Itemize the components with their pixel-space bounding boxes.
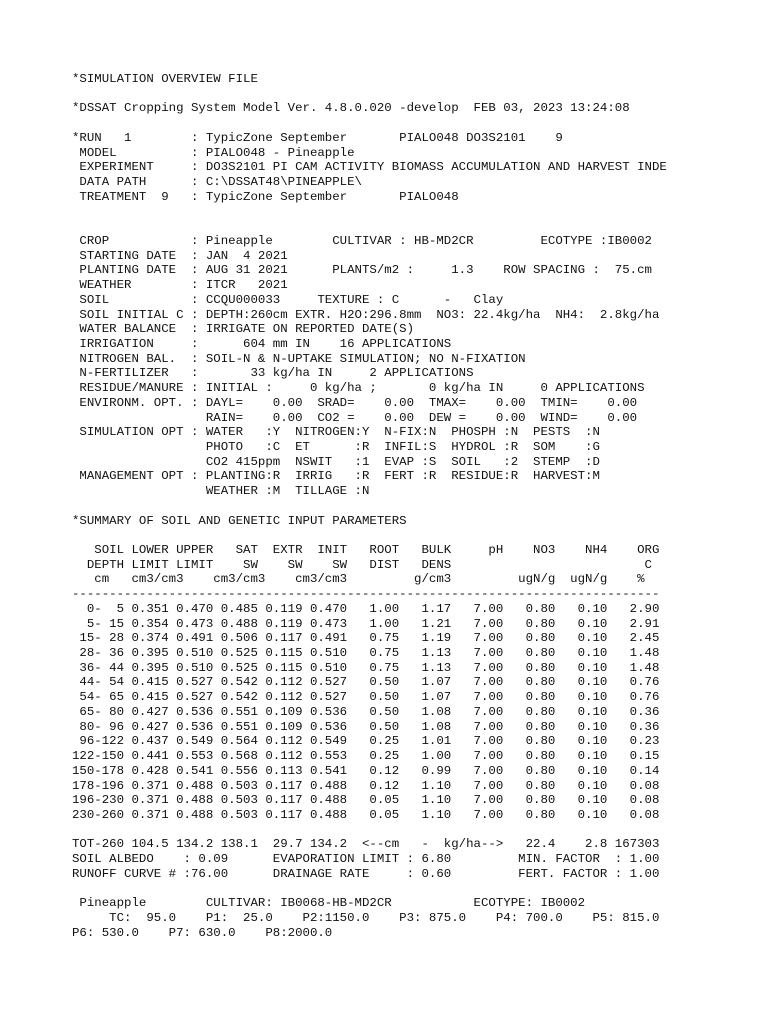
text-line: IRRIGATION : 604 mm IN 16 APPLICATIONS bbox=[72, 336, 452, 351]
text-line: 54- 65 0.415 0.527 0.542 0.112 0.527 0.50 1.07 7.00 0.80 0.10 0.76 bbox=[72, 690, 660, 705]
text-line bbox=[72, 116, 762, 131]
text-line: TC: 95.0 P1: 25.0 P2:1150.0 P3: 875.0 P4: 700.0 P5: 815.0 bbox=[72, 910, 660, 925]
text-line: RESIDUE/MANURE : INITIAL : 0 kg/ha ; 0 kg/ha IN 0 APPLICATIONS bbox=[72, 381, 645, 396]
text-line: SOIL : CCQU000033 TEXTURE : C - Clay bbox=[72, 292, 504, 307]
text-line bbox=[72, 499, 762, 514]
text-line: STARTING DATE : JAN 4 2021 bbox=[72, 248, 288, 263]
text-line: TOT-260 104.5 134.2 138.1 29.7 134.2 <--cm - kg/ha--> 22.4 2.8 167303 bbox=[72, 837, 660, 852]
text-line: 36- 44 0.395 0.510 0.525 0.115 0.510 0.75 1.13 7.00 0.80 0.10 1.48 bbox=[72, 660, 660, 675]
text-line: DATA PATH : C:\DSSAT48\PINEAPPLE\ bbox=[72, 175, 362, 190]
text-line bbox=[72, 87, 762, 102]
text-line: WATER BALANCE : IRRIGATE ON REPORTED DATE(S) bbox=[72, 322, 415, 337]
text-line: MODEL : PIALO048 - Pineapple bbox=[72, 145, 355, 160]
text-line: cm cm3/cm3 cm3/cm3 cm3/cm3 g/cm3 ugN/g ugN/g % bbox=[72, 572, 645, 587]
text-line: P6: 530.0 P7: 630.0 P8:2000.0 bbox=[72, 925, 333, 940]
text-line: 150-178 0.428 0.541 0.556 0.113 0.541 0.12 0.99 7.00 0.80 0.10 0.14 bbox=[72, 763, 660, 778]
text-line: 0- 5 0.351 0.470 0.485 0.119 0.470 1.00 1.17 7.00 0.80 0.10 2.90 bbox=[72, 601, 660, 616]
text-line: *RUN 1 : TypicZone September PIALO048 DO3S2101 9 bbox=[72, 130, 563, 145]
text-line: EXPERIMENT : DO3S2101 PI CAM ACTIVITY BIOMASS ACCUMULATION AND HARVEST INDE bbox=[72, 160, 667, 175]
text-line bbox=[72, 528, 762, 543]
text-line: CROP : Pineapple CULTIVAR : HB-MD2CR ECOTYPE :IB0002 bbox=[72, 233, 652, 248]
text-line: 65- 80 0.427 0.536 0.551 0.109 0.536 0.50 1.08 7.00 0.80 0.10 0.36 bbox=[72, 704, 660, 719]
text-line: SOIL ALBEDO : 0.09 EVAPORATION LIMIT : 6.80 MIN. FACTOR : 1.00 bbox=[72, 852, 660, 867]
text-line: DEPTH LIMIT LIMIT SW SW SW DIST DENS C bbox=[72, 557, 652, 572]
text-line: MANAGEMENT OPT : PLANTING:R IRRIG :R FERT :R RESIDUE:R HARVEST:M bbox=[72, 469, 600, 484]
text-line: RUNOFF CURVE # :76.00 DRAINAGE RATE : 0.60 FERT. FACTOR : 1.00 bbox=[72, 866, 660, 881]
text-line: *SIMULATION OVERVIEW FILE bbox=[72, 72, 258, 86]
text-line: CO2 415ppm NSWIT :1 EVAP :S SOIL :2 STEMP :D bbox=[72, 454, 600, 469]
text-line bbox=[72, 219, 762, 234]
text-line: TREATMENT 9 : TypicZone September PIALO048 bbox=[72, 189, 459, 204]
text-line: 44- 54 0.415 0.527 0.542 0.112 0.527 0.50 1.07 7.00 0.80 0.10 0.76 bbox=[72, 675, 660, 690]
text-line: SIMULATION OPT : WATER :Y NITROGEN:Y N-FIX:N PHOSPH :N PESTS :N bbox=[72, 425, 600, 440]
text-line: 80- 96 0.427 0.536 0.551 0.109 0.536 0.50 1.08 7.00 0.80 0.10 0.36 bbox=[72, 719, 660, 734]
text-line: Pineapple CULTIVAR: IB0068-HB-MD2CR ECOTYPE: IB0002 bbox=[72, 896, 586, 911]
text-line: 196-230 0.371 0.488 0.503 0.117 0.488 0.05 1.10 7.00 0.80 0.10 0.08 bbox=[72, 793, 660, 808]
text-line: N-FERTILIZER : 33 kg/ha IN 2 APPLICATIONS bbox=[72, 366, 474, 381]
text-line: SOIL INITIAL C : DEPTH:260cm EXTR. H2O:296.8mm NO3: 22.4kg/ha NH4: 2.8kg/ha bbox=[72, 307, 660, 322]
text-line: *DSSAT Cropping System Model Ver. 4.8.0.020 -develop FEB 03, 2023 13:24:08 bbox=[72, 101, 630, 116]
simulation-overview-document bbox=[72, 72, 762, 940]
text-line: 15- 28 0.374 0.491 0.506 0.117 0.491 0.75 1.19 7.00 0.80 0.10 2.45 bbox=[72, 631, 660, 646]
text-line: PHOTO :C ET :R INFIL:S HYDROL :R SOM :G bbox=[72, 439, 600, 454]
text-line: 178-196 0.371 0.488 0.503 0.117 0.488 0.12 1.10 7.00 0.80 0.10 0.08 bbox=[72, 778, 660, 793]
text-line bbox=[72, 204, 762, 219]
text-line: SOIL LOWER UPPER SAT EXTR INIT ROOT BULK pH NO3 NH4 ORG bbox=[72, 543, 660, 557]
text-line: RAIN= 0.00 CO2 = 0.00 DEW = 0.00 WIND= 0.00 bbox=[72, 410, 638, 425]
text-line: *SUMMARY OF SOIL AND GENETIC INPUT PARAMETERS bbox=[72, 513, 407, 528]
text-line: 28- 36 0.395 0.510 0.525 0.115 0.510 0.75 1.13 7.00 0.80 0.10 1.48 bbox=[72, 646, 660, 661]
text-line: 5- 15 0.354 0.473 0.488 0.119 0.473 1.00 1.21 7.00 0.80 0.10 2.91 bbox=[72, 616, 660, 631]
text-line bbox=[72, 823, 762, 838]
text-line: 230-260 0.371 0.488 0.503 0.117 0.488 0.05 1.10 7.00 0.80 0.10 0.08 bbox=[72, 807, 660, 822]
text-line: ------------------------------------------------------------------------------- bbox=[72, 587, 660, 602]
text-line: WEATHER :M TILLAGE :N bbox=[72, 484, 370, 499]
text-line: 122-150 0.441 0.553 0.568 0.112 0.553 0.25 1.00 7.00 0.80 0.10 0.15 bbox=[72, 749, 660, 764]
text-line: PLANTING DATE : AUG 31 2021 PLANTS/m2 : 1.3 ROW SPACING : 75.cm bbox=[72, 263, 652, 278]
text-line bbox=[72, 882, 762, 897]
text-line: WEATHER : ITCR 2021 bbox=[72, 278, 288, 293]
text-line: ENVIRONM. OPT. : DAYL= 0.00 SRAD= 0.00 TMAX= 0.00 TMIN= 0.00 bbox=[72, 395, 638, 410]
text-line: NITROGEN BAL. : SOIL-N & N-UPTAKE SIMULATION; NO N-FIXATION bbox=[72, 351, 526, 366]
text-line: 96-122 0.437 0.549 0.564 0.112 0.549 0.25 1.01 7.00 0.80 0.10 0.23 bbox=[72, 734, 660, 749]
